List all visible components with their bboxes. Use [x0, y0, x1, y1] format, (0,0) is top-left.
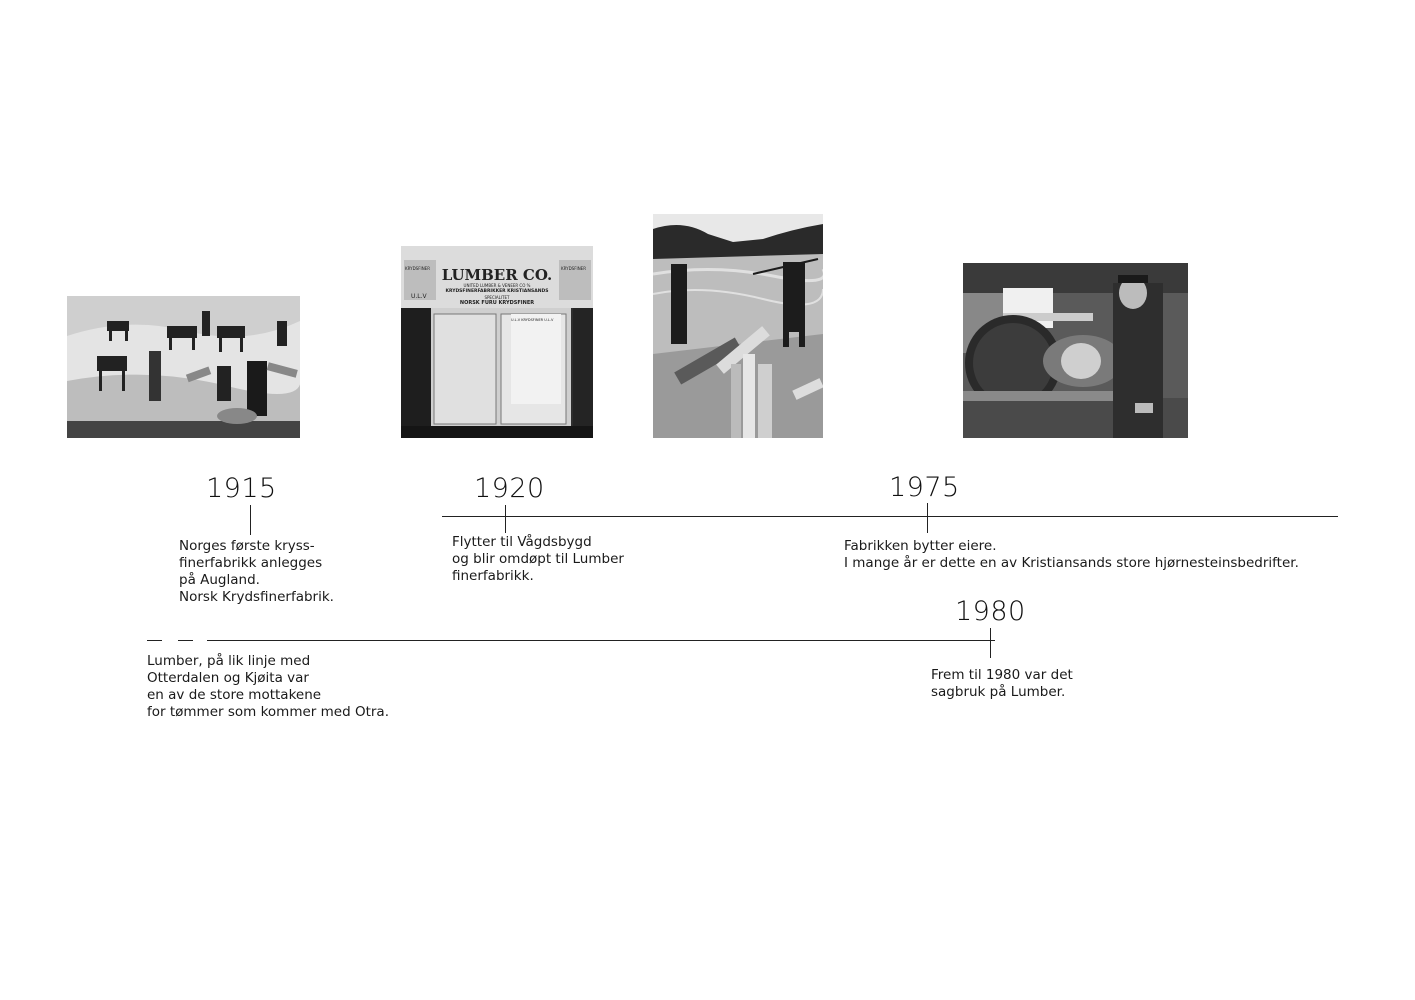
desc-lower-line: Otterdalen og Kjøita var — [147, 670, 309, 686]
desc-1980 — [931, 667, 1073, 701]
sign-line2: KRYDSFINERFABRIKKER KRISTIANSANDS — [445, 289, 549, 294]
year-1915: 1915 — [206, 473, 277, 504]
sign-left-tag: KRYDSFINER — [405, 266, 430, 271]
tick-1920 — [505, 505, 506, 533]
tick-1915 — [250, 505, 251, 535]
year-1975: 1975 — [889, 472, 960, 503]
desc-lower-line: for tømmer som kommer med Otra. — [147, 704, 389, 720]
desc-1975 — [844, 538, 1299, 572]
sign-title: LUMBER CO. — [441, 266, 553, 284]
photo-horse-logging — [67, 296, 300, 438]
desc-lower-line: en av de store mottakene — [147, 687, 322, 703]
desc-1915-line: Norsk Krydsfinerfabrik. — [179, 589, 334, 605]
desc-1915-line: på Augland. — [179, 572, 260, 588]
sign-line4: NORSK FURU KRYDSFINER — [459, 300, 535, 306]
desc-1975-line: I mange år er dette en av Kristiansands store hjørnesteinsbedrifter. — [844, 555, 1299, 571]
photo-sawmill-worker — [963, 263, 1188, 438]
desc-1920 — [452, 534, 624, 585]
desc-1980-line: Frem til 1980 var det — [931, 667, 1073, 683]
desc-1920-line: finerfabrikk. — [452, 568, 534, 584]
desc-lower-line: Lumber, på lik linje med — [147, 653, 311, 669]
desc-1975-line: Fabrikken bytter eiere. — [844, 538, 997, 554]
desc-1920-line: og blir omdøpt til Lumber — [452, 551, 624, 567]
sign-notice: U.L.V KRYDSFINER U.L.V — [511, 318, 554, 322]
desc-1915-line: finerfabrikk anlegges — [179, 555, 323, 571]
desc-1980-line: sagbruk på Lumber. — [931, 684, 1066, 700]
desc-lower-timeline — [147, 653, 389, 721]
tick-1975 — [927, 503, 928, 533]
photo-river-log-drivers — [653, 214, 823, 438]
lower-timeline — [207, 640, 995, 641]
lower-timeline-dash-2 — [178, 640, 193, 641]
photo-lumber-co-sign — [401, 246, 593, 438]
desc-1920-line: Flytter til Vågdsbygd — [452, 534, 592, 550]
desc-1915-line: Norges første kryss- — [179, 538, 315, 554]
year-1920: 1920 — [474, 473, 545, 504]
upper-timeline — [442, 516, 1338, 517]
lower-timeline-dash-1 — [147, 640, 162, 641]
sign-right-tag: KRYDSFINER — [561, 266, 586, 271]
sign-subtitle: UNITED LUMBER & VENEER CO % — [463, 283, 531, 288]
desc-1915 — [179, 538, 334, 606]
year-1980: 1980 — [955, 596, 1026, 627]
sign-line3: SPECIALITET — [484, 295, 510, 300]
tick-1980 — [990, 628, 991, 658]
sign-brand: U.L.V — [411, 293, 427, 300]
